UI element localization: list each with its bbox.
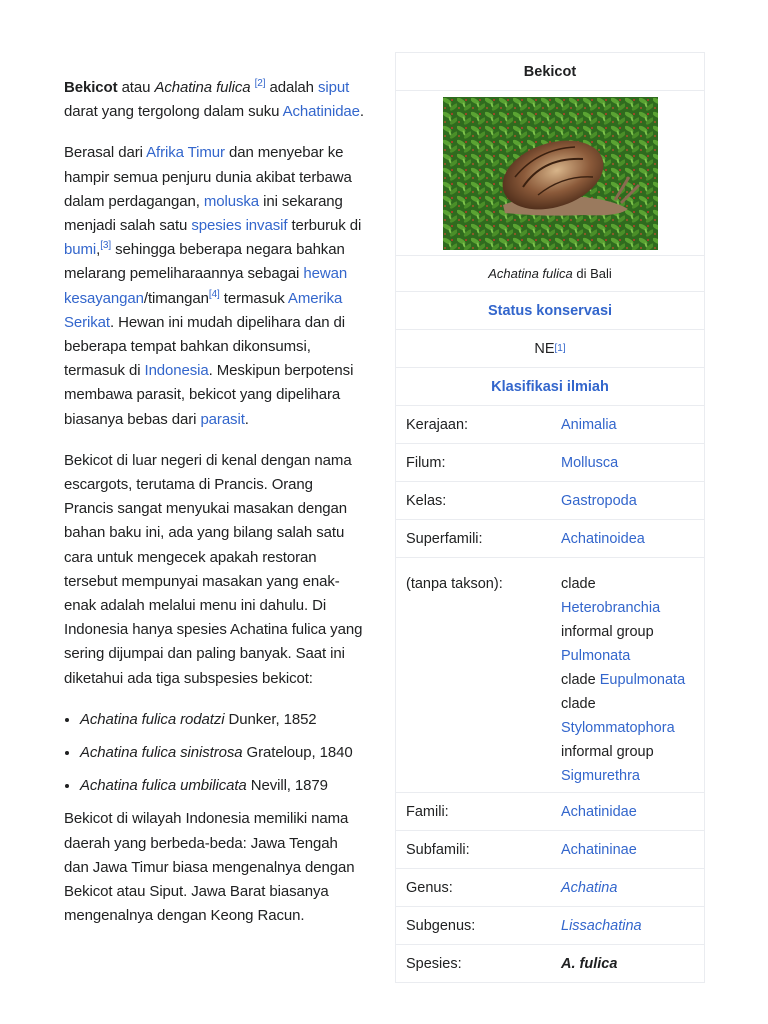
link-spesies-invasif[interactable]: spesies invasif [191,217,288,235]
snail-photo[interactable] [443,97,658,250]
list-item [80,708,364,732]
link-mollusca[interactable]: Mollusca [561,454,619,471]
link-achatinidae[interactable]: Achatinidae [282,103,360,121]
row-label: Spesies: [406,955,462,972]
text: /timangan [143,289,209,307]
row-kerajaan [396,405,704,443]
link-achatinoidea[interactable]: Achatinoidea [561,530,645,547]
link-lissachatina[interactable]: Lissachatina [561,917,642,934]
row-label: Subfamili: [406,841,470,858]
infobox-title: Bekicot [523,63,577,80]
takson-values [561,572,694,788]
row-label: Kerajaan: [406,416,469,433]
link-sigmurethra[interactable]: Sigmurethra [561,768,640,784]
text: . Hewan ini mudah dipelihara dan di beberapa tempat bahkan dikonsumsi, termasuk di [64,313,345,380]
row-label: (tanpa takson): [406,576,503,592]
row-label: Famili: [406,803,449,820]
row-genus [396,868,704,906]
article-body [64,76,364,946]
text: darat yang tergolong dalam suku [64,103,283,121]
subspecies-list [64,708,364,799]
takson-rank: informal group [561,744,654,760]
link-bumi[interactable]: bumi [64,241,97,259]
taxobox [395,52,705,983]
row-spesies [396,944,704,982]
row-label: Filum: [406,454,446,471]
ref-1-link[interactable]: [1] [554,342,566,354]
text: adalah [265,79,318,96]
paragraph-intro [64,76,364,124]
text: . Meskipun berpotensi membawa parasit, bekicot yang dipelihara biasanya bebas dari [64,362,354,428]
link-moluska[interactable]: moluska [203,192,260,210]
row-label: Superfamili: [406,530,483,547]
text: sehingga beberapa negara bahkan melarang pemeliharaannya sebagai [64,241,345,283]
link-eupulmonata[interactable]: Eupulmonata [599,672,686,688]
status-value [396,329,704,367]
subspecies-author: Dunker, 1852 [224,710,317,728]
paragraph-regional-names: Bekicot di wilayah Indonesia memiliki nama daerah yang berbeda-beda: Jawa Tengah dan Jawa Timur biasa mengenalnya dengan Bekicot atau Siput. Jawa Barat biasanya mengenalnya dengan Keong Racun. [64,810,355,925]
link-afrika-timur[interactable]: Afrika Timur [146,144,225,162]
status-code: NE [534,340,555,357]
text: termasuk [219,289,288,307]
list-item [80,741,364,765]
takson-rank: clade [561,576,596,592]
row-famili [396,792,704,830]
link-siput[interactable]: siput [318,79,350,96]
text: . [359,103,364,121]
text: , [96,241,101,259]
link-amerika-serikat[interactable]: Amerika Serikat [64,289,343,331]
takson-rank: informal group [561,624,654,640]
text: ini sekarang menjadi salah satu [64,192,343,235]
link-pulmonata[interactable]: Pulmonata [561,648,631,664]
link-heterobranchia[interactable]: Heterobranchia [561,600,661,616]
text: atau [117,79,155,96]
text: dan menyebar ke hampir semua penjuru dunia akibat terbawa dalam perdagangan, [64,144,352,210]
term-bekicot: Bekicot [64,79,118,96]
link-achatininae[interactable]: Achatininae [561,841,637,858]
ref-2-link[interactable]: [2] [254,78,266,89]
ref-3-link[interactable]: [3] [100,240,112,252]
row-subfamili [396,830,704,868]
text: . [244,410,249,428]
link-gastropoda[interactable]: Gastropoda [561,492,637,509]
text: Berasal dari [64,144,147,162]
link-achatinidae-famili[interactable]: Achatinidae [561,803,637,820]
row-label: Genus: [406,879,453,896]
caption-species: Achatina fulica [488,266,573,281]
link-parasit[interactable]: parasit [200,410,245,428]
subspecies-name: Achatina fulica sinistrosa [80,744,243,762]
section-klasifikasi-ilmiah[interactable]: Klasifikasi ilmiah [396,367,704,405]
link-stylommatophora[interactable]: Stylommatophora [561,720,675,736]
paragraph-escargots: Bekicot di luar negeri di kenal dengan nama escargots, terutama di Prancis. Orang Prancis sangat menyukai masakan dengan bahan baku ini, ada yang bilang salah satu cara untuk mengecek apakah restoran tersebut mempunyai masakan yang enak-enak adalah melalui menu ini dahulu. Di Indonesia hanya spesies Achatina fulica yang sering dijumpai dan paling banyak. Saat ini diketahui ada tiga subspesies bekicot: [64,451,363,687]
image-caption [396,255,704,291]
paragraph-origin [64,141,364,431]
row-filum [396,443,704,481]
species-value: A. fulica [561,955,618,972]
ref-4-link[interactable]: [4] [208,288,220,300]
subspecies-name: Achatina fulica rodatzi [80,710,225,728]
row-subgenus [396,906,704,944]
row-label: Subgenus: [406,917,476,934]
row-label: Kelas: [406,492,447,509]
link-hewan-kesayangan[interactable]: hewan kesayangan [64,265,348,307]
list-item [80,774,364,798]
takson-rank: clade [561,672,600,688]
row-superfamili [396,519,704,557]
link-animalia[interactable]: Animalia [561,416,617,433]
takson-rank: clade [561,696,596,712]
subspecies-name: Achatina fulica umbilicata [80,777,247,795]
term-achatina-fulica: Achatina fulica [154,79,251,96]
link-achatina[interactable]: Achatina [561,879,618,896]
text: terburuk di [287,217,362,235]
row-tanpa-takson [396,557,704,792]
section-status-konservasi[interactable]: Status konservasi [396,291,704,329]
caption-location: di Bali [572,266,612,281]
subspecies-author: Grateloup, 1840 [242,744,353,762]
subspecies-author: Nevill, 1879 [246,777,328,795]
link-indonesia[interactable]: Indonesia [144,362,209,380]
infobox-image-cell [396,90,704,255]
row-kelas [396,481,704,519]
